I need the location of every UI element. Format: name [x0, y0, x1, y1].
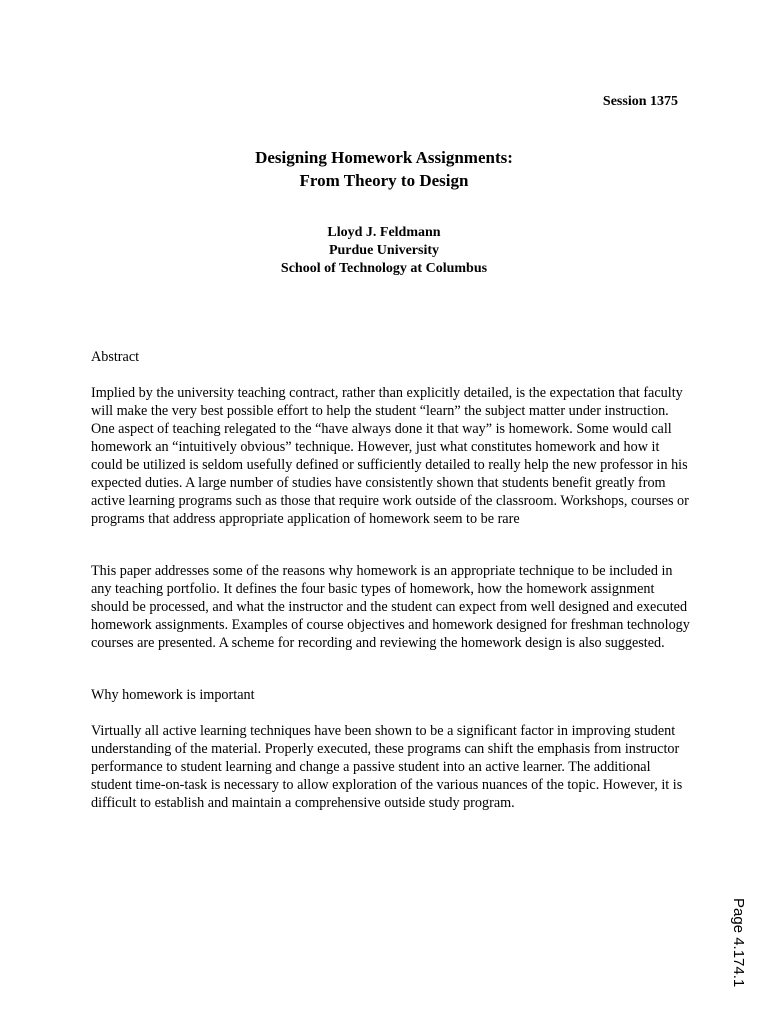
author-university: Purdue University: [328, 243, 440, 258]
session-number: Session 1375: [602, 94, 678, 109]
section-heading-why-homework: Why homework is important: [91, 687, 255, 703]
abstract-heading: Abstract: [91, 349, 140, 365]
author-block: [0, 224, 768, 278]
abstract-paragraph-1: [91, 384, 691, 528]
page-number-label: Page 4.174.1: [730, 898, 747, 988]
author-school: School of Technology at Columbus: [280, 261, 488, 276]
section-paragraph-why-homework-text: Virtually all active learning techniques have been shown to be a significant factor in improving student understanding of the material. Properly executed, these programs can shift the emphasis from instructor performance to student learning and change a passive student into an active learner. The additional student time-on-task is necessary to allow exploration of the various nuances of the topic. However, it is difficult to establish and maintain a comprehensive outside study program.: [91, 723, 683, 811]
abstract-paragraph-1-text: Implied by the university teaching contract, rather than explicitly detailed, is the expectation that faculty will make the very best possible effort to help the student “learn” the subject matter under instruction. One aspect of teaching relegated to the “have always done it that way” is homework. Some would call homework an “intuitively obvious” technique. However, just what constitutes homework and how it could be utilized is seldom usefully defined or sufficiently detailed to really help the new professor in his expected duties. A large number of studies have consistently shown that students benefit greatly from active learning programs such as those that require work outside of the classroom. Workshops, courses or programs that address appropriate application of homework seem to be rare: [91, 385, 689, 527]
abstract-paragraph-2-text: This paper addresses some of the reasons why homework is an appropriate technique to be included in any teaching portfolio. It defines the four basic types of homework, how the homework assignment should be processed, and what the instructor and the student can expect from well designed and executed homework assignments. Examples of course objectives and homework designed for freshman technology courses are presented. A scheme for recording and reviewing the homework design is also suggested.: [91, 563, 690, 651]
page-number-footer: [721, 898, 768, 1018]
paper-title: [0, 146, 768, 192]
title-line-2: From Theory to Design: [299, 171, 469, 190]
abstract-paragraph-2: [91, 562, 691, 652]
title-line-1: Designing Homework Assignments:: [255, 148, 513, 167]
author-name: Lloyd J. Feldmann: [327, 225, 441, 240]
section-paragraph-why-homework: [91, 722, 691, 812]
